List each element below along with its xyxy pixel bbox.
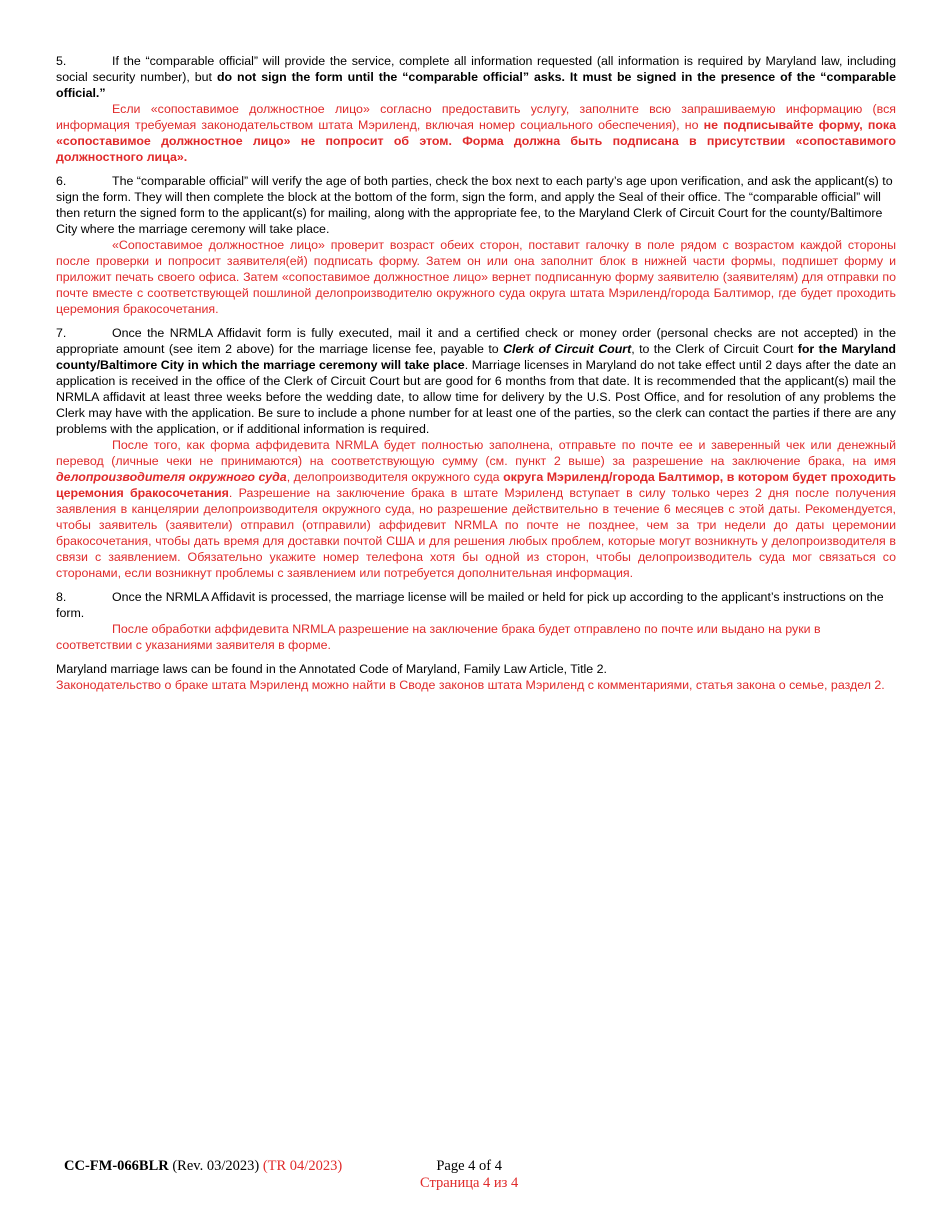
closing-russian: Законодательство о браке штата Мэриленд можно найти в Своде законов штата Мэриленд с комментариями, статья закона о семье, раздел 2. (56, 678, 885, 692)
form-identifier (64, 1158, 342, 1175)
translation-revision: (TR 04/2023) (262, 1158, 343, 1174)
item-5-en-text-1: If the “comparable official” will provide the service, complete all information requested (all information is required by Maryland law, including social security number), but (56, 54, 896, 84)
item-7-en-payee: Clerk of Circuit Court (503, 342, 632, 356)
item-8-russian (56, 621, 896, 653)
instruction-item-6 (56, 173, 896, 317)
item-number: 8. (56, 590, 67, 604)
instruction-item-8 (56, 589, 896, 653)
item-6-english (56, 173, 896, 237)
item-7-en-text-2: , to the Clerk of Circuit Court (631, 342, 798, 356)
closing-note (56, 661, 896, 693)
item-number: 5. (56, 54, 67, 68)
item-6-en-text: The “comparable official” will verify the age of both parties, check the box next to each party’s age upon verification, and ask the applicant(s) to sign the form. They will then complete the block at the bottom of the form, sign the form, and apply the Seal of their office. The “comparable official” will then return the signed form to the applicant(s) for mailing, along with the appropriate fee, to the Maryland Clerk of Circuit Court for the county/Baltimore City where the marriage ceremony will take place. (56, 174, 893, 236)
item-8-ru-text: После обработки аффидевита NRMLA разрешение на заключение брака будет отправлено по почте или выдано на руки в соответствии с указаниями заявителя в форме. (56, 622, 821, 652)
item-6-ru-text: «Сопоставимое должностное лицо» проверит возраст обеих сторон, поставит галочку в поле рядом с возрастом каждой стороны после проверки и попросит заявителя(ей) подписать форму. Затем он или она заполнит блок в нижней части формы, подпишет форму и приложит печать своего офиса. Затем «сопоставимое должностное лицо» вернет подписанную форму заявителю (заявителям) для отправки по почте вместе с соответствующей пошлиной делопроизводителю окружного суда округа штата Мэриленд/города Балтимор, где будет проходить церемония бракосочетания. (56, 238, 896, 316)
item-5-english (56, 53, 896, 101)
item-7-ru-text-2: , делопроизводителя окружного суда (286, 470, 504, 484)
item-7-ru-text-1: После того, как форма аффидевита NRMLA будет полностью заполнена, отправьте по почте ее и заверенный чек или денежный перевод (личные чеки не принимаются) на соответствующую сумму (см. пункт 2 выше) за разрешение на заключение брака, на имя (56, 438, 896, 468)
item-5-russian (56, 101, 896, 165)
form-id: CC-FM-066BLR (64, 1158, 169, 1174)
item-5-ru-bold-warning: не подписывайте форму, пока «сопоставимое должностное лицо» не попросит об этом. Форма должна быть подписана в присутствии «сопоставимого должностного лица». (56, 118, 896, 164)
instruction-item-5 (56, 53, 896, 165)
item-6-russian (56, 237, 896, 317)
item-7-en-bold-county: for the Maryland county/Baltimore City in which the marriage ceremony will take place (56, 342, 897, 372)
page-number-en: Page 4 of 4 (436, 1158, 502, 1174)
item-5-ru-text-1: Если «сопоставимое должностное лицо» согласно предоставить услугу, заполните всю запрашиваемую информацию (вся информация требуемая законодательством штата Мэриленд, включая номер социального обеспечения), но (56, 102, 896, 132)
item-7-english (56, 325, 896, 437)
item-7-ru-bold-county: округа Мэриленд/города Балтимор, в котором будет проходить церемония бракосочетания (56, 470, 897, 500)
item-5-en-bold-warning: do not sign the form until the “comparable official” asks. It must be signed in the presence of the “comparable official.” (56, 70, 896, 100)
item-8-en-text: Once the NRMLA Affidavit is processed, the marriage license will be mailed or held for pick up according to the applicant’s instructions on the form. (56, 590, 884, 620)
item-8-english (56, 589, 896, 621)
page-number-ru: Страница 4 из 4 (420, 1175, 519, 1191)
item-number: 6. (56, 174, 67, 188)
item-7-en-text-1: Once the NRMLA Affidavit form is fully executed, mail it and a certified check or money order (personal checks are not accepted) in the appropriate amount (see item 2 above) for the marriage license fee, payable to (56, 326, 896, 356)
item-7-russian (56, 437, 896, 581)
item-7-ru-payee: делопроизводителя окружного суда (56, 470, 287, 484)
instruction-item-7 (56, 325, 896, 581)
item-7-ru-text-3: . Разрешение на заключение брака в штате Мэриленд вступает в силу только через 2 дня после получения заявления в канцелярии делопроизводителя окружного суда, но разрешение действительно в течение 6 месяцев с этой даты. Рекомендуется, чтобы заявитель (заявители) отправил (отправили) аффидевит NRMLA по почте не позднее, чем за три недели до даты церемонии бракосочетания, чтобы дать время для доставки почтой США и для решения любых проблем, которые могут возникнуть у делопроизводителя в связи с заявлением. Обязательно укажите номер телефона хотя бы одной из сторон, чтобы делопроизводитель суда мог связаться со сторонами, если возникнут проблемы с заявлением или потребуется дополнительная информация. (56, 486, 896, 580)
instructions-body (56, 53, 896, 693)
item-7-en-text-3: . Marriage licenses in Maryland do not take effect until 2 days after the date an application is received in the office of the Clerk of Circuit Court but are good for 6 months from that date. It is recommended that the applicant(s) mail the NRMLA affidavit at least three weeks before the wedding date, to allow time for delivery by the U.S. Post Office, and for resolution of any problems the Clerk may have with the application. Be sure to include a phone number for at least one of the parties, so the clerk can contact the parties if there are any problems with the application, or if additional information is required. (56, 358, 896, 436)
item-number: 7. (56, 326, 67, 340)
form-revision: (Rev. 03/2023) (172, 1158, 260, 1174)
page-number (420, 1158, 518, 1192)
closing-english: Maryland marriage laws can be found in the Annotated Code of Maryland, Family Law Article, Title 2. (56, 662, 607, 676)
